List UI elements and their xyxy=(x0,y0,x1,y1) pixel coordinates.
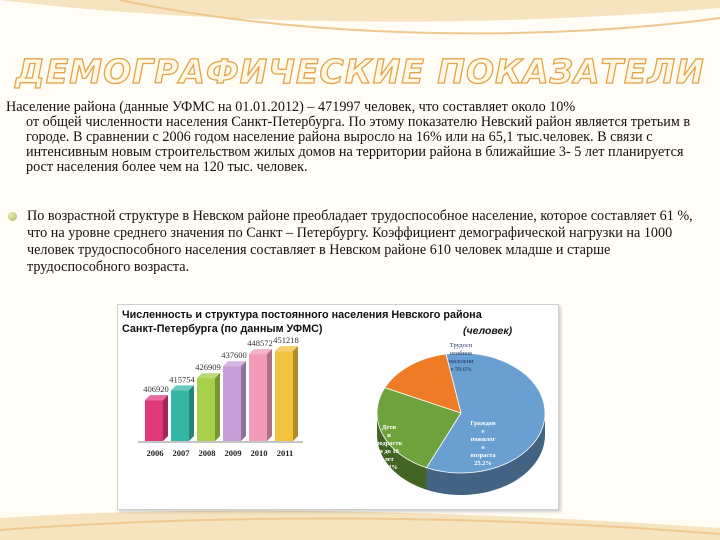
bar-2008 xyxy=(197,373,220,441)
bar-category-label: 2009 xyxy=(224,448,242,458)
bar-2010 xyxy=(249,349,272,441)
bar-value-label: 437600 xyxy=(221,350,247,361)
bar-side xyxy=(163,395,168,441)
bar-value-label: 415754 xyxy=(169,374,195,385)
bar-value-label: 448572 xyxy=(247,338,273,349)
bar-value-label: 426909 xyxy=(195,362,221,373)
bar-side xyxy=(267,349,272,441)
bar-front xyxy=(171,390,189,441)
bar-2011 xyxy=(275,346,298,441)
age-structure-paragraph xyxy=(8,208,708,276)
age-structure-pie-chart xyxy=(371,341,553,506)
bar-value-label: 451218 xyxy=(273,335,299,346)
bar-side xyxy=(293,346,298,441)
bar-front xyxy=(275,351,293,441)
bar-2006 xyxy=(145,395,168,441)
chart-unit: (человек) xyxy=(463,325,513,337)
pie-slice-label: Граждан е пожилог о возраста 25.2% xyxy=(470,420,496,467)
bar-front xyxy=(145,400,163,441)
age-structure-text: По возрастной структуре в Невском районе преобладает трудоспособное население, которое составляет 61 %, что на уровне среднего значения по Санкт – Петербургу. Коэффициент демографической нагрузки на 1000 человек трудоспособного населения составляет в Невском районе 610 человек младше и старше трудоспособного возраста. xyxy=(27,208,693,275)
bar-category-label: 2010 xyxy=(250,448,268,458)
chart-title-line1: Численность и структура постоянного населения Невского района xyxy=(122,309,482,321)
chart-title-line2: Санкт-Петербурга (по данным УФМС) xyxy=(122,323,323,335)
population-chart-panel xyxy=(117,304,559,510)
bar-front xyxy=(249,354,267,441)
bar-front xyxy=(223,366,241,441)
bar-2007 xyxy=(171,385,194,441)
bar-side xyxy=(215,373,220,441)
bar-side xyxy=(241,361,246,441)
population-paragraph-first-line: Население района (данные УФМС на 01.01.2012) – 471997 человек, что составляет около 10% xyxy=(6,99,576,115)
pie-slice-label: Трудосп особное населени е 59.6% xyxy=(448,342,474,373)
population-paragraph-body: от общей численности населения Санкт-Петербурга. По этому показателю Невский район является третьим в городе. В сравнении с 2006 годом население района выросло на 16% или на 65,1 тыс.человек. В связи с интенсивным новым строительством жилых домов на территории района в ближайшие 3- 5 лет планируется рост населения более чем на 120 тыс. человек. xyxy=(26,114,691,176)
bullet-icon xyxy=(8,212,17,221)
bar-side xyxy=(189,385,194,441)
bar-category-label: 2008 xyxy=(198,448,216,458)
bar-category-label: 2006 xyxy=(146,448,164,458)
bar-value-label: 406920 xyxy=(143,384,169,395)
population-paragraph xyxy=(6,100,714,175)
population-bar-chart xyxy=(118,305,308,509)
bar-category-label: 2007 xyxy=(172,448,190,458)
pie-slice-label: Дети и подростк и до 18 лет 15.2% xyxy=(375,424,403,471)
slide-title: ДЕМОГРАФИЧЕСКИЕ ПОКАЗАТЕЛИ xyxy=(15,52,705,91)
bar-front xyxy=(197,378,215,441)
bar-2009 xyxy=(223,361,246,441)
bar-category-label: 2011 xyxy=(276,448,294,458)
